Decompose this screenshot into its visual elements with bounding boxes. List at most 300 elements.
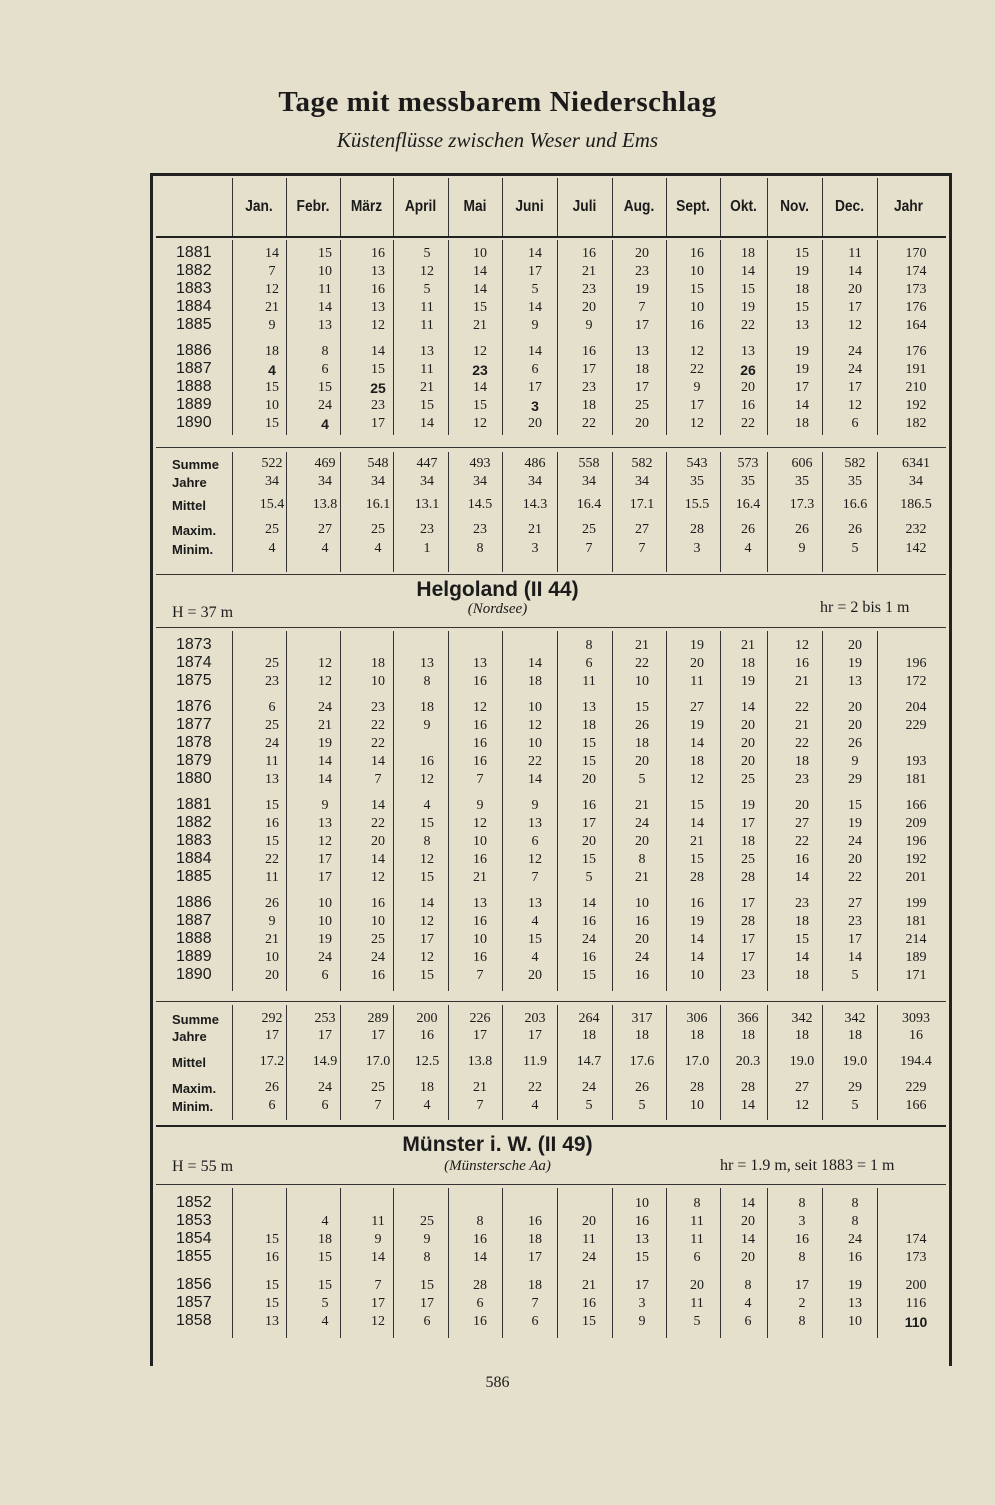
year-label: 1883 [176, 280, 212, 297]
summary-cell: 8 [476, 541, 484, 556]
data-cell: 4 [268, 362, 276, 378]
year-label: 1887 [176, 360, 212, 377]
data-cell: 15 [265, 380, 279, 395]
column-separator [393, 178, 394, 236]
data-cell: 12 [371, 870, 385, 885]
data-cell: 6 [531, 1314, 539, 1329]
summary-cell: 35 [741, 474, 755, 489]
data-cell: 18 [265, 344, 279, 359]
data-cell: 12 [420, 852, 434, 867]
data-cell: 20 [635, 246, 649, 261]
data-cell: 23 [848, 914, 862, 929]
data-cell: 173 [905, 282, 927, 297]
data-cell: 214 [905, 932, 927, 947]
data-cell: 15 [265, 1232, 279, 1247]
summary-label: Jahre [172, 475, 207, 490]
data-cell: 176 [905, 300, 927, 315]
summary-cell: 5 [851, 1098, 859, 1113]
data-cell: 13 [420, 656, 434, 671]
data-cell: 14 [371, 754, 385, 769]
data-cell: 23 [371, 700, 385, 715]
year-label: 1889 [176, 948, 212, 965]
data-cell: 19 [795, 344, 809, 359]
summary-cell: 13.8 [467, 1054, 493, 1069]
data-cell: 15 [265, 834, 279, 849]
data-cell: 20 [848, 638, 862, 653]
data-cell: 15 [265, 1296, 279, 1311]
data-cell: 15 [690, 852, 704, 867]
data-cell: 14 [473, 282, 487, 297]
summary-cell: 26 [741, 522, 755, 537]
column-separator [232, 240, 233, 435]
data-cell: 21 [582, 1278, 596, 1293]
month-header: Juni [515, 198, 544, 215]
data-cell: 16 [473, 1232, 487, 1247]
summary-cell: 15.5 [684, 497, 710, 512]
station-title: Münster i. W. (II 49) [402, 1133, 593, 1156]
data-cell: 14 [741, 700, 755, 715]
data-cell: 12 [690, 772, 704, 787]
data-cell: 7 [374, 772, 382, 787]
data-cell: 21 [265, 300, 279, 315]
data-cell: 23 [582, 282, 596, 297]
data-cell: 23 [265, 674, 279, 689]
data-cell: 16 [582, 1296, 596, 1311]
data-cell: 15 [318, 246, 332, 261]
data-cell: 12 [420, 914, 434, 929]
data-cell: 210 [905, 380, 927, 395]
data-cell: 10 [265, 950, 279, 965]
data-cell: 9 [638, 1314, 646, 1329]
column-separator [448, 631, 449, 991]
data-cell: 17 [741, 816, 755, 831]
summary-cell: 7 [585, 541, 593, 556]
column-separator [822, 178, 823, 236]
summary-cell: 23 [473, 522, 487, 537]
data-cell: 15 [265, 798, 279, 813]
data-cell: 18 [795, 416, 809, 431]
data-cell: 12 [690, 416, 704, 431]
data-cell: 12 [690, 344, 704, 359]
month-header: Dec. [834, 198, 865, 215]
summary-cell: 22 [528, 1080, 542, 1095]
summary-cell: 34 [420, 474, 434, 489]
data-cell: 20 [635, 834, 649, 849]
year-label: 1881 [176, 244, 212, 261]
data-cell: 16 [371, 968, 385, 983]
column-separator [720, 240, 721, 435]
data-cell: 16 [371, 282, 385, 297]
data-cell: 16 [473, 1314, 487, 1329]
summary-cell: 19.0 [789, 1054, 815, 1069]
data-cell: 14 [795, 870, 809, 885]
summary-cell: 203 [524, 1011, 546, 1026]
data-cell: 13 [528, 896, 542, 911]
data-cell: 10 [473, 834, 487, 849]
month-header: April [404, 198, 437, 215]
data-cell: 18 [741, 656, 755, 671]
data-cell: 10 [690, 300, 704, 315]
summary-cell: 34 [318, 474, 332, 489]
data-cell: 17 [582, 816, 596, 831]
summary-cell: 12 [795, 1098, 809, 1113]
data-cell: 15 [690, 798, 704, 813]
data-cell: 14 [420, 416, 434, 431]
station-height: H = 37 m [172, 604, 234, 621]
data-cell: 18 [690, 754, 704, 769]
column-separator [822, 1188, 823, 1338]
data-cell: 24 [318, 950, 332, 965]
data-cell: 22 [795, 736, 809, 751]
summary-cell: 17 [265, 1028, 279, 1043]
data-cell: 17 [741, 896, 755, 911]
data-cell: 11 [690, 1214, 704, 1229]
data-cell: 14 [473, 264, 487, 279]
summary-cell: 17.0 [684, 1054, 710, 1069]
data-cell: 7 [476, 968, 484, 983]
summary-cell: 7 [638, 541, 646, 556]
summary-cell: 14.5 [467, 497, 493, 512]
data-cell: 9 [268, 318, 276, 333]
summary-cell: 186.5 [900, 497, 932, 512]
station-hr: hr = 1.9 m, seit 1883 = 1 m [720, 1157, 895, 1174]
data-cell: 19 [690, 914, 704, 929]
summary-cell: 4 [423, 1098, 431, 1113]
header-rule [156, 236, 946, 238]
data-cell: 14 [690, 950, 704, 965]
column-separator [557, 178, 558, 236]
data-cell: 4 [531, 914, 539, 929]
data-cell: 17 [795, 1278, 809, 1293]
summary-cell: 4 [374, 541, 382, 556]
data-cell: 21 [635, 798, 649, 813]
month-header: Mai [463, 198, 487, 215]
year-label: 1874 [176, 654, 212, 671]
year-label: 1875 [176, 672, 212, 689]
data-cell: 22 [371, 718, 385, 733]
data-cell: 5 [585, 870, 593, 885]
summary-cell: 34 [473, 474, 487, 489]
data-cell: 3 [798, 1214, 806, 1229]
year-label: 1852 [176, 1194, 212, 1211]
data-cell: 9 [851, 754, 859, 769]
data-cell: 12 [528, 852, 542, 867]
data-cell: 15 [848, 798, 862, 813]
data-cell: 16 [690, 318, 704, 333]
column-separator [232, 452, 233, 572]
data-cell: 22 [741, 318, 755, 333]
data-cell: 14 [528, 656, 542, 671]
data-cell: 8 [798, 1314, 806, 1329]
data-cell: 22 [371, 736, 385, 751]
data-cell: 20 [582, 1214, 596, 1229]
data-cell: 16 [473, 914, 487, 929]
column-separator [557, 240, 558, 435]
data-cell: 8 [798, 1196, 806, 1211]
summary-cell: 1 [423, 541, 431, 556]
data-cell: 9 [268, 914, 276, 929]
data-cell: 25 [371, 932, 385, 947]
data-cell: 172 [905, 674, 927, 689]
summary-cell: 24 [318, 1080, 332, 1095]
data-cell: 20 [741, 1214, 755, 1229]
data-cell: 19 [795, 362, 809, 377]
data-cell: 21 [741, 638, 755, 653]
data-cell: 23 [795, 772, 809, 787]
data-cell: 14 [528, 300, 542, 315]
data-cell: 27 [795, 816, 809, 831]
month-header: Juli [572, 198, 597, 215]
data-cell: 8 [476, 1214, 484, 1229]
data-cell: 3 [638, 1296, 646, 1311]
data-cell: 13 [848, 1296, 862, 1311]
data-cell: 14 [371, 344, 385, 359]
summary-cell: 9 [798, 541, 806, 556]
data-cell: 14 [690, 736, 704, 751]
data-cell: 6 [693, 1250, 701, 1265]
column-separator [612, 240, 613, 435]
column-separator [666, 1188, 667, 1338]
data-cell: 6 [585, 656, 593, 671]
data-cell: 16 [582, 344, 596, 359]
data-cell: 20 [371, 834, 385, 849]
summary-cell: 17.3 [789, 497, 815, 512]
data-cell: 21 [690, 834, 704, 849]
summary-cell: 253 [314, 1011, 336, 1026]
summary-cell: 200 [416, 1011, 438, 1026]
data-cell: 22 [635, 656, 649, 671]
summary-cell: 14.7 [576, 1054, 602, 1069]
data-cell: 20 [635, 932, 649, 947]
summary-cell: 5 [638, 1098, 646, 1113]
summary-cell: 11.9 [523, 1054, 547, 1069]
column-separator [877, 631, 878, 991]
summary-cell: 13.1 [414, 497, 440, 512]
page-number: 586 [485, 1374, 510, 1391]
data-cell: 4 [531, 950, 539, 965]
data-cell: 20 [741, 718, 755, 733]
data-cell: 14 [582, 896, 596, 911]
data-cell: 12 [265, 282, 279, 297]
summary-label: Maxim. [172, 1081, 217, 1096]
data-cell: 14 [741, 1232, 755, 1247]
data-cell: 16 [473, 754, 487, 769]
summary-cell: 558 [578, 456, 600, 471]
data-cell: 6 [321, 362, 329, 377]
year-label: 1890 [176, 966, 212, 983]
summary-label: Minim. [172, 1099, 214, 1114]
data-cell: 19 [848, 816, 862, 831]
data-cell: 13 [371, 300, 385, 315]
data-cell: 21 [635, 870, 649, 885]
data-cell: 11 [420, 362, 434, 377]
data-cell: 26 [635, 718, 649, 733]
data-cell: 7 [268, 264, 276, 279]
page-subtitle: Küstenflüsse zwischen Weser und Ems [336, 128, 659, 152]
data-cell: 28 [690, 870, 704, 885]
summary-cell: 13.8 [312, 497, 338, 512]
data-cell: 13 [265, 1314, 279, 1329]
data-cell: 14 [528, 246, 542, 261]
data-cell: 14 [420, 896, 434, 911]
data-cell: 4 [321, 1314, 329, 1329]
data-cell: 16 [741, 398, 755, 413]
data-cell: 181 [905, 772, 927, 787]
data-cell: 18 [371, 656, 385, 671]
data-cell: 17 [420, 932, 434, 947]
data-cell: 24 [848, 362, 862, 377]
data-cell: 16 [371, 896, 385, 911]
data-cell: 25 [635, 398, 649, 413]
summary-cell: 18 [420, 1080, 434, 1095]
data-cell: 17 [635, 380, 649, 395]
data-cell: 25 [265, 656, 279, 671]
year-label: 1890 [176, 414, 212, 431]
data-cell: 19 [848, 1278, 862, 1293]
summary-cell: 17.1 [629, 497, 655, 512]
column-separator [502, 1188, 503, 1338]
summary-cell: 18 [741, 1028, 755, 1043]
data-cell: 14 [473, 1250, 487, 1265]
station-height: H = 55 m [172, 1158, 234, 1175]
year-label: 1853 [176, 1212, 212, 1229]
data-cell: 20 [741, 736, 755, 751]
data-cell: 192 [905, 398, 927, 413]
summary-cell: 7 [476, 1098, 484, 1113]
data-cell: 15 [420, 870, 434, 885]
data-cell: 10 [371, 914, 385, 929]
data-cell: 14 [741, 1196, 755, 1211]
data-cell: 15 [420, 968, 434, 983]
data-cell: 14 [690, 932, 704, 947]
data-cell: 15 [473, 300, 487, 315]
data-cell: 18 [635, 736, 649, 751]
data-cell: 166 [905, 798, 927, 813]
data-cell: 13 [318, 816, 332, 831]
data-cell: 19 [690, 718, 704, 733]
data-cell: 17 [848, 380, 862, 395]
data-cell: 9 [585, 318, 593, 333]
data-cell: 116 [905, 1296, 927, 1311]
data-cell: 26 [265, 896, 279, 911]
summary-cell: 10 [690, 1098, 704, 1113]
summary-cell: 25 [582, 522, 596, 537]
data-cell: 20 [635, 416, 649, 431]
summary-cell: 34 [528, 474, 542, 489]
year-label: 1884 [176, 298, 212, 315]
data-cell: 29 [848, 772, 862, 787]
summary-cell: 6341 [902, 456, 930, 471]
summary-cell: 16.1 [365, 497, 391, 512]
data-cell: 7 [374, 1278, 382, 1293]
data-cell: 23 [472, 362, 488, 378]
data-cell: 15 [265, 1278, 279, 1293]
data-cell: 20 [528, 968, 542, 983]
data-cell: 192 [905, 852, 927, 867]
data-cell: 15 [795, 932, 809, 947]
summary-label: Maxim. [172, 523, 217, 538]
data-cell: 16 [795, 656, 809, 671]
data-cell: 12 [371, 318, 385, 333]
summary-cell: 292 [261, 1011, 283, 1026]
data-cell: 12 [318, 674, 332, 689]
summary-cell: 27 [318, 522, 332, 537]
column-separator [612, 178, 613, 236]
data-cell: 23 [582, 380, 596, 395]
summary-cell: 26 [635, 1080, 649, 1095]
data-cell: 173 [905, 1250, 927, 1265]
data-cell: 8 [423, 1250, 431, 1265]
year-label: 1880 [176, 770, 212, 787]
data-cell: 5 [851, 968, 859, 983]
data-cell: 181 [905, 914, 927, 929]
data-cell: 16 [473, 736, 487, 751]
data-cell: 6 [476, 1296, 484, 1311]
summary-cell: 25 [265, 522, 279, 537]
summary-cell: 16 [909, 1028, 923, 1043]
data-cell: 17 [848, 300, 862, 315]
month-header: Jan. [245, 198, 273, 215]
data-cell: 24 [848, 1232, 862, 1247]
data-cell: 18 [795, 914, 809, 929]
summary-cell: 12.5 [414, 1054, 440, 1069]
summary-cell: 34 [635, 474, 649, 489]
data-cell: 12 [795, 638, 809, 653]
data-cell: 4 [744, 1296, 752, 1311]
data-cell: 18 [741, 246, 755, 261]
summary-cell: 582 [631, 456, 653, 471]
data-cell: 209 [905, 816, 927, 831]
summary-cell: 166 [905, 1098, 927, 1113]
data-cell: 11 [265, 754, 279, 769]
data-cell: 13 [741, 344, 755, 359]
data-cell: 16 [371, 246, 385, 261]
data-cell: 14 [473, 380, 487, 395]
data-cell: 15 [582, 968, 596, 983]
year-label: 1883 [176, 832, 212, 849]
data-cell: 11 [420, 318, 434, 333]
summary-cell: 28 [741, 1080, 755, 1095]
station-hr: hr = 2 bis 1 m [820, 599, 910, 616]
data-cell: 25 [370, 380, 386, 396]
year-label: 1885 [176, 316, 212, 333]
data-cell: 20 [741, 1250, 755, 1265]
data-cell: 10 [473, 246, 487, 261]
data-cell: 15 [582, 754, 596, 769]
summary-cell: 27 [795, 1080, 809, 1095]
year-label: 1858 [176, 1312, 212, 1329]
data-cell: 16 [635, 1214, 649, 1229]
data-cell: 8 [585, 638, 593, 653]
data-cell: 20 [795, 798, 809, 813]
summary-cell: 18 [848, 1028, 862, 1043]
data-cell: 12 [473, 816, 487, 831]
data-cell: 24 [848, 834, 862, 849]
data-cell: 13 [318, 318, 332, 333]
data-cell: 17 [741, 950, 755, 965]
summary-cell: 14 [741, 1098, 755, 1113]
data-cell: 12 [848, 318, 862, 333]
section-rule [156, 1001, 946, 1002]
column-separator [822, 631, 823, 991]
summary-label: Mittel [172, 498, 206, 513]
month-header: Febr. [296, 198, 330, 215]
data-cell: 16 [690, 246, 704, 261]
column-separator [666, 452, 667, 572]
data-cell: 23 [635, 264, 649, 279]
data-cell: 10 [371, 674, 385, 689]
data-cell: 189 [905, 950, 927, 965]
